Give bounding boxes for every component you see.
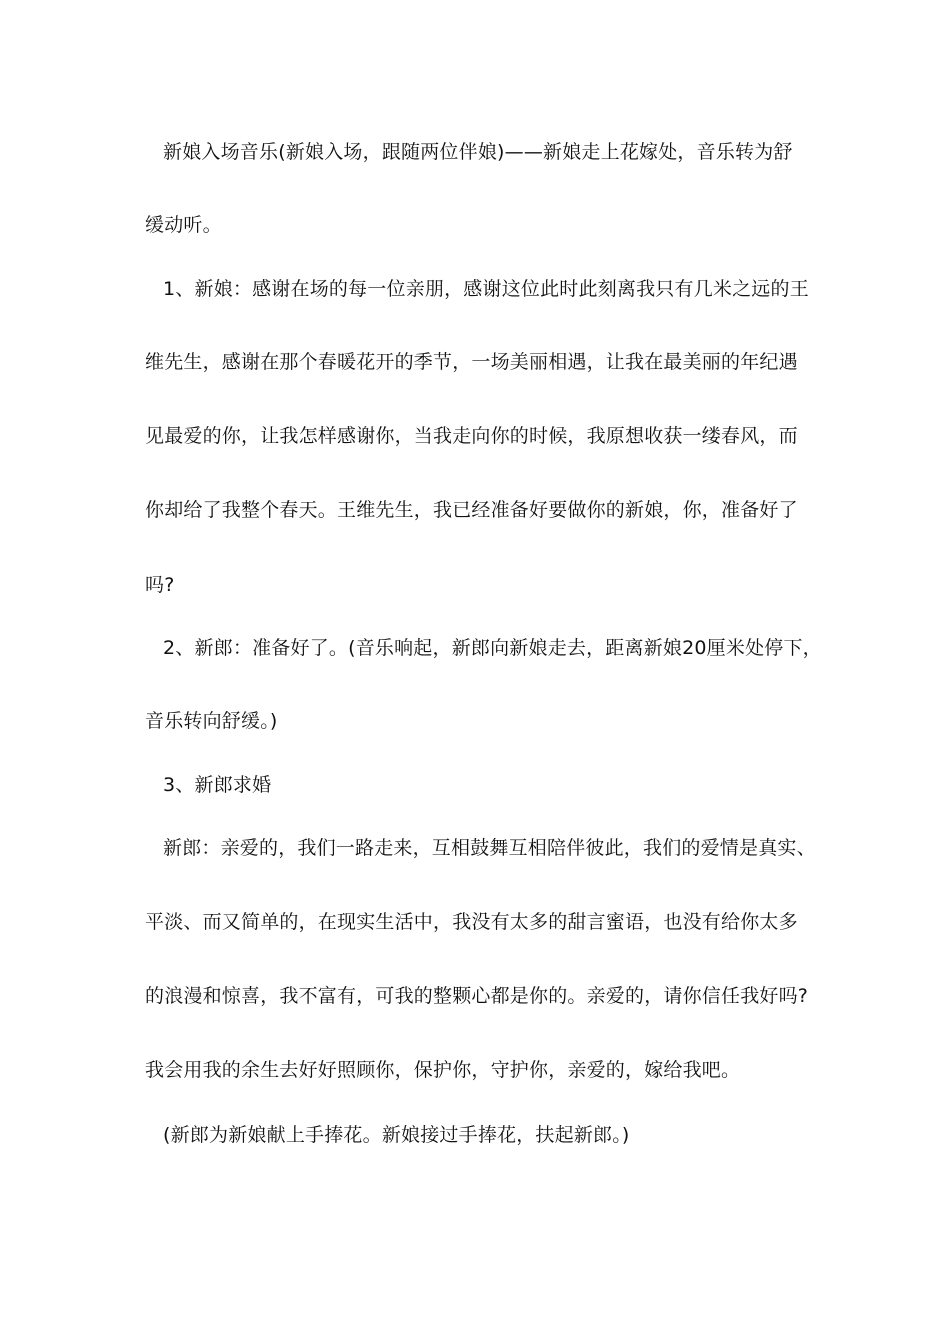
paragraph-line: 维先生，感谢在那个春暖花开的季节，一场美丽相遇，让我在最美丽的年纪遇 (145, 351, 798, 373)
paragraph-line: 缓动听。 (145, 214, 222, 236)
stage-direction: (新郎为新娘献上手捧花。新娘接过手捧花，扶起新郎。) (163, 1124, 630, 1146)
paragraph-line: 新郎：亲爱的，我们一路走来，互相鼓舞互相陪伴彼此，我们的爱情是真实、 (163, 837, 816, 859)
paragraph-line: 的浪漫和惊喜，我不富有，可我的整颗心都是你的。亲爱的，请你信任我好吗? (145, 985, 809, 1007)
paragraph-line: 音乐转向舒缓。) (145, 710, 278, 732)
paragraph-line: 吗? (145, 574, 175, 596)
paragraph-line: 我会用我的余生去好好照顾你，保护你，守护你，亲爱的，嫁给我吧。 (145, 1059, 741, 1081)
paragraph-line: 2、新郎：准备好了。(音乐响起，新郎向新娘走去，距离新娘20厘米处停下， (163, 637, 822, 659)
paragraph-line: 你却给了我整个春天。王维先生，我已经准备好要做你的新娘，你，准备好了 (145, 499, 798, 521)
section-heading: 3、新郎求婚 (163, 774, 272, 796)
paragraph-line: 新娘入场音乐(新娘入场，跟随两位伴娘)——新娘走上花嫁处，音乐转为舒 (163, 141, 793, 163)
paragraph-line: 1、新娘：感谢在场的每一位亲朋，感谢这位此时此刻离我只有几米之远的王 (163, 278, 809, 300)
paragraph-line: 见最爱的你，让我怎样感谢你，当我走向你的时候，我原想收获一缕春风，而 (145, 425, 798, 447)
paragraph-line: 平淡、而又简单的，在现实生活中，我没有太多的甜言蜜语，也没有给你太多 (145, 911, 798, 933)
